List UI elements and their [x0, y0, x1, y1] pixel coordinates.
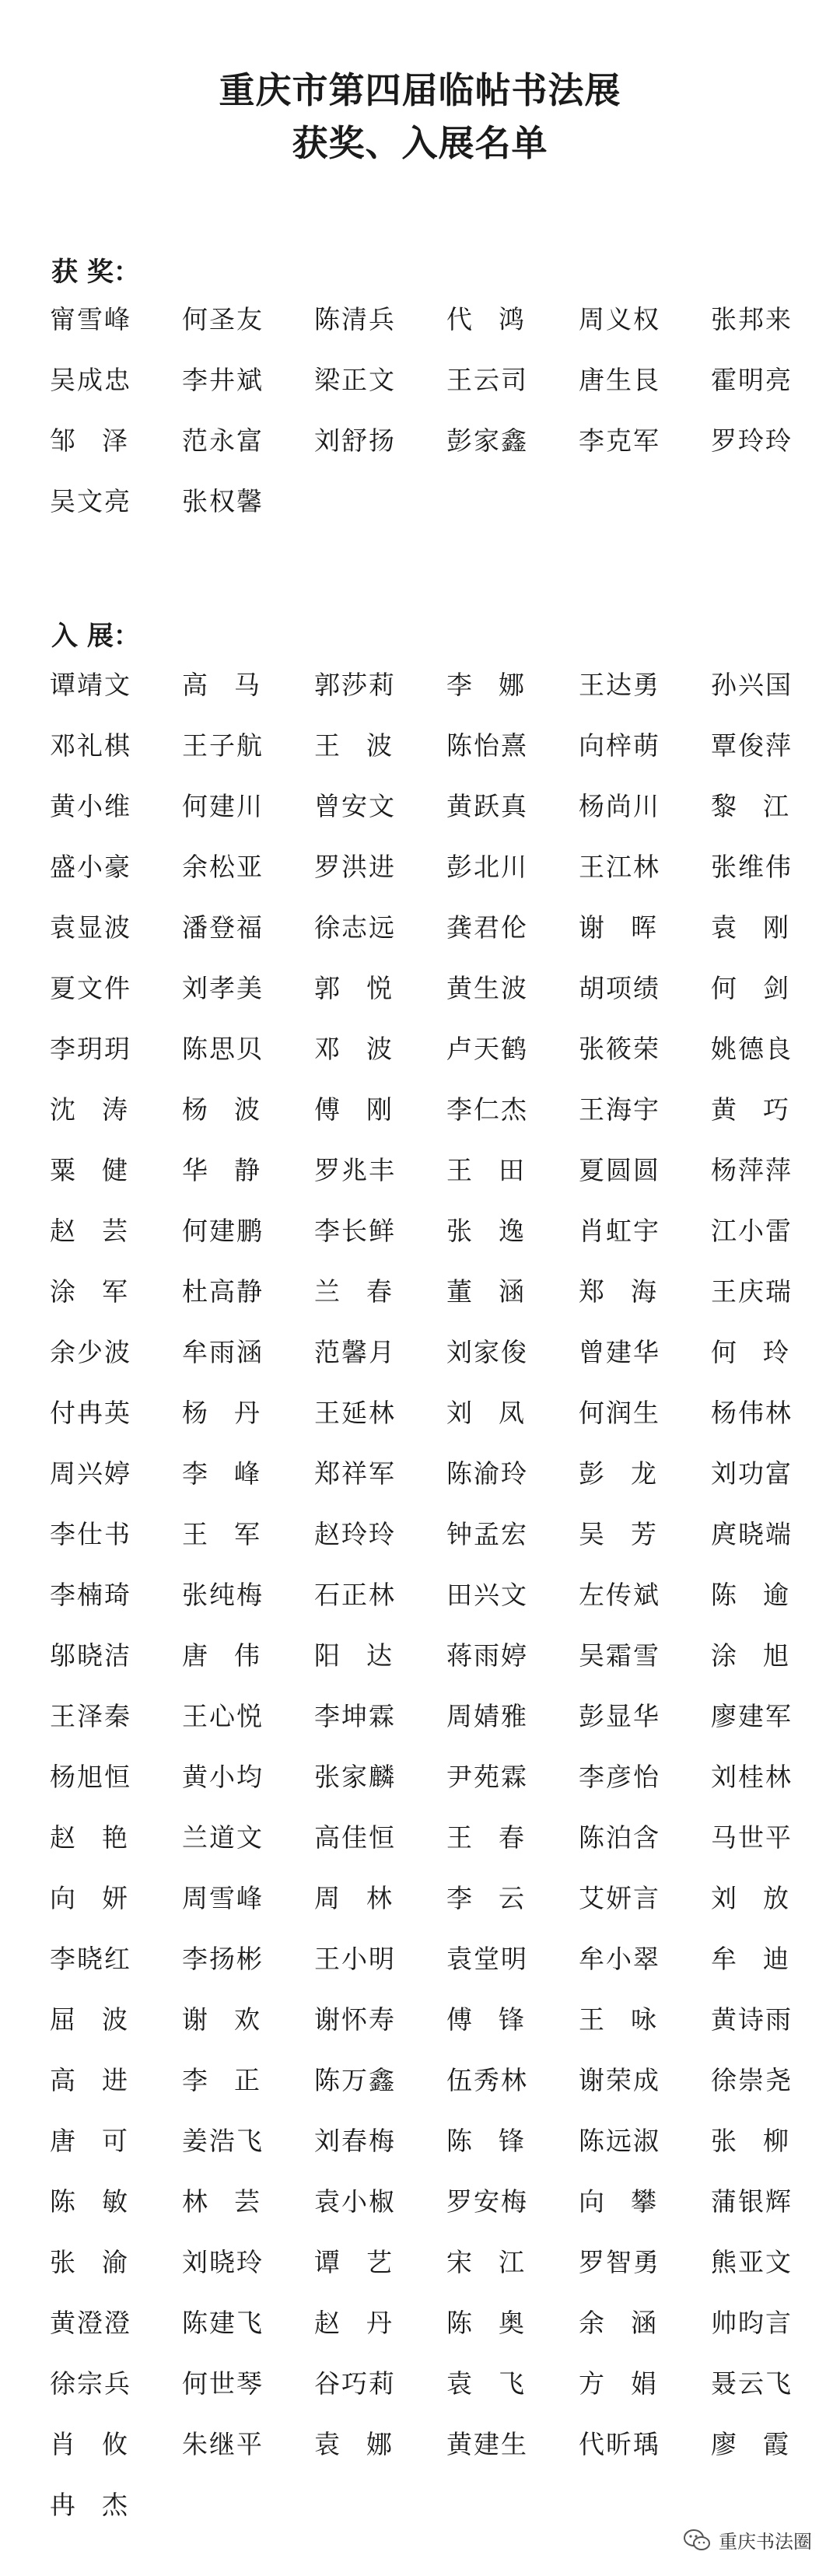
selected-name: 刘春梅 — [314, 2126, 396, 2156]
watermark — [683, 2526, 812, 2553]
selected-name: 王波 — [314, 730, 418, 761]
selected-name: 何润生 — [579, 1398, 660, 1428]
watermark-account-name: 重庆书法圈 — [719, 2532, 812, 2553]
selected-name: 覃俊萍 — [711, 730, 793, 761]
selected-name: 郭悦 — [314, 973, 418, 1003]
selected-name: 唐可 — [50, 2126, 154, 2156]
selected-name: 邓礼棋 — [50, 730, 131, 761]
selected-name: 王军 — [182, 1519, 286, 1549]
selected-name: 何建鹏 — [182, 1216, 264, 1246]
selected-name: 黄生波 — [446, 973, 528, 1003]
selected-name: 潘登福 — [182, 912, 264, 943]
selected-name: 范馨月 — [314, 1337, 396, 1367]
selected-name: 涂旭 — [711, 1640, 815, 1671]
selected-name: 唐伟 — [182, 1640, 286, 1671]
selected-name: 陈渝玲 — [446, 1458, 528, 1489]
selected-name: 夏文件 — [50, 973, 131, 1003]
selected-name: 姜浩飞 — [182, 2126, 264, 2156]
selected-name: 袁堂明 — [446, 1944, 528, 1974]
selected-name: 董涵 — [446, 1276, 551, 1307]
selected-name: 李楠琦 — [50, 1580, 131, 1610]
selected-name: 李坤霖 — [314, 1701, 396, 1731]
selected-name: 刘家俊 — [446, 1337, 528, 1367]
selected-name: 张渝 — [50, 2247, 154, 2277]
selected-name: 黄小均 — [182, 1762, 264, 1792]
awards-name: 甯雪峰 — [50, 304, 131, 334]
awards-name: 何圣友 — [182, 304, 264, 334]
selected-name: 杨萍萍 — [711, 1155, 793, 1185]
selected-name: 粟健 — [50, 1155, 154, 1185]
selected-name: 谢欢 — [182, 2004, 286, 2035]
selected-name: 刘孝美 — [182, 973, 264, 1003]
selected-name: 余涵 — [579, 2308, 683, 2338]
selected-name: 肖虹宇 — [579, 1216, 660, 1246]
awards-name: 张权馨 — [182, 486, 264, 516]
selected-name: 王江林 — [579, 852, 660, 882]
selected-name: 廖建军 — [711, 1701, 793, 1731]
selected-name: 陈逾 — [711, 1580, 815, 1610]
selected-name: 陈锋 — [446, 2126, 551, 2156]
selected-name: 熊亚文 — [711, 2247, 793, 2277]
selected-name: 艾妍言 — [579, 1883, 660, 1913]
selected-name: 赵芸 — [50, 1216, 154, 1246]
selected-name: 黄诗雨 — [711, 2004, 793, 2035]
selected-name: 谢荣成 — [579, 2065, 660, 2095]
selected-name: 牟小翠 — [579, 1944, 660, 1974]
selected-name: 冉杰 — [50, 2490, 154, 2520]
selected-name: 杨旭恒 — [50, 1762, 131, 1792]
selected-name: 左传斌 — [579, 1580, 660, 1610]
selected-name: 尹苑霖 — [446, 1762, 528, 1792]
selected-name: 吴霜雪 — [579, 1640, 660, 1671]
selected-name: 刘凤 — [446, 1398, 551, 1428]
selected-name: 牟雨涵 — [182, 1337, 264, 1367]
awards-name: 彭家鑫 — [446, 425, 528, 456]
selected-name: 邓波 — [314, 1034, 418, 1064]
selected-name: 曾建华 — [579, 1337, 660, 1367]
selected-name: 张柳 — [711, 2126, 815, 2156]
selected-name: 伍秀林 — [446, 2065, 528, 2095]
awards-name-list — [50, 289, 812, 532]
selected-name: 袁小椒 — [314, 2186, 396, 2217]
selected-name: 向攀 — [579, 2186, 683, 2217]
selected-name: 沈涛 — [50, 1094, 154, 1125]
selected-name: 代昕瑀 — [579, 2429, 660, 2459]
selected-name: 李正 — [182, 2065, 286, 2095]
selected-name: 李娜 — [446, 670, 551, 700]
selected-name: 黄澄澄 — [50, 2308, 131, 2338]
selected-name: 何世琴 — [182, 2368, 264, 2399]
selected-name: 付冉英 — [50, 1398, 131, 1428]
selected-name: 帅昀言 — [711, 2308, 793, 2338]
selected-name: 屈波 — [50, 2004, 154, 2035]
selected-name: 张逸 — [446, 1216, 551, 1246]
selected-name: 龚君伦 — [446, 912, 528, 943]
selected-name: 钟孟宏 — [446, 1519, 528, 1549]
selected-name: 周林 — [314, 1883, 418, 1913]
selected-name: 吴芳 — [579, 1519, 683, 1549]
selected-name: 刘晓玲 — [182, 2247, 264, 2277]
selected-name: 袁刚 — [711, 912, 815, 943]
selected-name: 李峰 — [182, 1458, 286, 1489]
selected-section-label: 入 展： — [51, 621, 140, 652]
selected-name: 李云 — [446, 1883, 551, 1913]
selected-name: 高马 — [182, 670, 286, 700]
selected-name: 李仕书 — [50, 1519, 131, 1549]
selected-name: 王达勇 — [579, 670, 660, 700]
selected-name: 陈怡熹 — [446, 730, 528, 761]
selected-name: 王海宇 — [579, 1094, 660, 1125]
selected-name: 赵玲玲 — [314, 1519, 396, 1549]
selected-name: 张家麟 — [314, 1762, 396, 1792]
selected-name: 夏圆圆 — [579, 1155, 660, 1185]
selected-name: 田兴文 — [446, 1580, 528, 1610]
selected-name: 谭靖文 — [50, 670, 131, 700]
selected-name: 蒲银辉 — [711, 2186, 793, 2217]
selected-name: 牟迪 — [711, 1944, 815, 1974]
awards-section-label: 获 奖： — [51, 257, 140, 288]
selected-name: 张纯梅 — [182, 1580, 264, 1610]
selected-name: 黄巧 — [711, 1094, 815, 1125]
selected-name: 卢天鹤 — [446, 1034, 528, 1064]
awards-name: 李井斌 — [182, 365, 264, 395]
selected-name: 肖攸 — [50, 2429, 154, 2459]
selected-name: 涂军 — [50, 1276, 154, 1307]
selected-name: 彭北川 — [446, 852, 528, 882]
selected-name: 华静 — [182, 1155, 286, 1185]
selected-name: 何建川 — [182, 791, 264, 821]
selected-name: 邬晓洁 — [50, 1640, 131, 1671]
selected-name: 李仁杰 — [446, 1094, 528, 1125]
selected-name: 李长鲜 — [314, 1216, 396, 1246]
awards-name: 范永富 — [182, 425, 264, 456]
selected-name: 李彦怡 — [579, 1762, 660, 1792]
selected-name: 兰春 — [314, 1276, 418, 1307]
awards-name: 周义权 — [579, 304, 660, 334]
selected-name: 盛小豪 — [50, 852, 131, 882]
selected-name: 陈万鑫 — [314, 2065, 396, 2095]
awards-name: 罗玲玲 — [711, 425, 793, 456]
selected-name: 陈思贝 — [182, 1034, 264, 1064]
selected-name: 杨尚川 — [579, 791, 660, 821]
selected-name: 罗智勇 — [579, 2247, 660, 2277]
selected-name: 曾安文 — [314, 791, 396, 821]
selected-name: 高佳恒 — [314, 1822, 396, 1853]
selected-name-list — [50, 655, 815, 2536]
selected-name: 陈远淑 — [579, 2126, 660, 2156]
selected-name: 何剑 — [711, 973, 815, 1003]
selected-name: 傅锋 — [446, 2004, 551, 2035]
selected-name: 江小雷 — [711, 1216, 793, 1246]
selected-name: 刘放 — [711, 1883, 815, 1913]
selected-name: 谷巧莉 — [314, 2368, 396, 2399]
selected-name: 王咏 — [579, 2004, 683, 2035]
selected-name: 向梓萌 — [579, 730, 660, 761]
selected-name: 彭显华 — [579, 1701, 660, 1731]
selected-name: 罗洪进 — [314, 852, 396, 882]
awards-name: 梁正文 — [314, 365, 396, 395]
selected-name: 王春 — [446, 1822, 551, 1853]
selected-name: 聂云飞 — [711, 2368, 793, 2399]
selected-name: 谭艺 — [314, 2247, 418, 2277]
selected-name: 袁飞 — [446, 2368, 551, 2399]
selected-name: 徐宗兵 — [50, 2368, 131, 2399]
document-subtitle: 获奖、入展名单 — [292, 122, 548, 164]
selected-name: 杨丹 — [182, 1398, 286, 1428]
selected-name: 王泽秦 — [50, 1701, 131, 1731]
selected-name: 黄跃真 — [446, 791, 528, 821]
selected-name: 张筱荣 — [579, 1034, 660, 1064]
selected-name: 黄建生 — [446, 2429, 528, 2459]
selected-name: 王庆瑞 — [711, 1276, 793, 1307]
awards-name: 王云司 — [446, 365, 528, 395]
selected-name: 赵艳 — [50, 1822, 154, 1853]
selected-name: 王田 — [446, 1155, 551, 1185]
selected-name: 罗安梅 — [446, 2186, 528, 2217]
awards-name: 霍明亮 — [711, 365, 793, 395]
selected-name: 黎江 — [711, 791, 815, 821]
selected-name: 周婧雅 — [446, 1701, 528, 1731]
awards-name: 陈清兵 — [314, 304, 396, 334]
selected-name: 朱继平 — [182, 2429, 264, 2459]
awards-name: 吴文亮 — [50, 486, 131, 516]
awards-name: 代鸿 — [446, 304, 551, 334]
selected-name: 向妍 — [50, 1883, 154, 1913]
selected-name: 赵丹 — [314, 2308, 418, 2338]
selected-name: 李扬彬 — [182, 1944, 264, 1974]
selected-name: 陈泊含 — [579, 1822, 660, 1853]
selected-name: 蒋雨婷 — [446, 1640, 528, 1671]
selected-name: 周雪峰 — [182, 1883, 264, 1913]
selected-name: 袁显波 — [50, 912, 131, 943]
selected-name: 刘桂林 — [711, 1762, 793, 1792]
selected-name: 杨伟林 — [711, 1398, 793, 1428]
selected-name: 谢晖 — [579, 912, 683, 943]
selected-name: 陈敏 — [50, 2186, 154, 2217]
selected-name: 李玥玥 — [50, 1034, 131, 1064]
selected-name: 林芸 — [182, 2186, 286, 2217]
awards-name: 刘舒扬 — [314, 425, 396, 456]
selected-name: 袁娜 — [314, 2429, 418, 2459]
selected-name: 余松亚 — [182, 852, 264, 882]
selected-name: 阳达 — [314, 1640, 418, 1671]
selected-name: 兰道文 — [182, 1822, 264, 1853]
selected-name: 周兴婷 — [50, 1458, 131, 1489]
selected-name: 何玲 — [711, 1337, 815, 1367]
selected-name: 王心悦 — [182, 1701, 264, 1731]
awards-name: 李克军 — [579, 425, 660, 456]
selected-name: 陈奥 — [446, 2308, 551, 2338]
selected-name: 彭龙 — [579, 1458, 683, 1489]
selected-name: 余少波 — [50, 1337, 131, 1367]
wechat-icon — [683, 2529, 711, 2552]
selected-name: 方娟 — [579, 2368, 683, 2399]
awards-name: 唐生艮 — [579, 365, 660, 395]
selected-name: 廖霞 — [711, 2429, 815, 2459]
selected-name: 王小明 — [314, 1944, 396, 1974]
awards-name: 邹泽 — [50, 425, 154, 456]
selected-name: 徐崇尧 — [711, 2065, 793, 2095]
selected-name: 王延林 — [314, 1398, 396, 1428]
selected-name: 高进 — [50, 2065, 154, 2095]
selected-name: 胡项绩 — [579, 973, 660, 1003]
selected-name: 马世平 — [711, 1822, 793, 1853]
selected-name: 徐志远 — [314, 912, 396, 943]
selected-name: 罗兆丰 — [314, 1155, 396, 1185]
selected-name: 傅刚 — [314, 1094, 418, 1125]
selected-name: 李晓红 — [50, 1944, 131, 1974]
selected-name: 王子航 — [182, 730, 264, 761]
awards-name: 吴成忠 — [50, 365, 131, 395]
document-title: 重庆市第四届临帖书法展 — [219, 69, 621, 111]
selected-name: 孙兴国 — [711, 670, 793, 700]
selected-name: 郑祥军 — [314, 1458, 396, 1489]
selected-name: 郭莎莉 — [314, 670, 396, 700]
awards-name: 张邦来 — [711, 304, 793, 334]
selected-name: 黄小维 — [50, 791, 131, 821]
selected-name: 杜高静 — [182, 1276, 264, 1307]
selected-name: 谢怀寿 — [314, 2004, 396, 2035]
selected-name: 宋江 — [446, 2247, 551, 2277]
selected-name: 杨波 — [182, 1094, 286, 1125]
selected-name: 石正林 — [314, 1580, 396, 1610]
selected-name: 庹晓端 — [711, 1519, 793, 1549]
selected-name: 郑海 — [579, 1276, 683, 1307]
selected-name: 陈建飞 — [182, 2308, 264, 2338]
selected-name: 姚德良 — [711, 1034, 793, 1064]
selected-name: 张维伟 — [711, 852, 793, 882]
selected-name: 刘功富 — [711, 1458, 793, 1489]
